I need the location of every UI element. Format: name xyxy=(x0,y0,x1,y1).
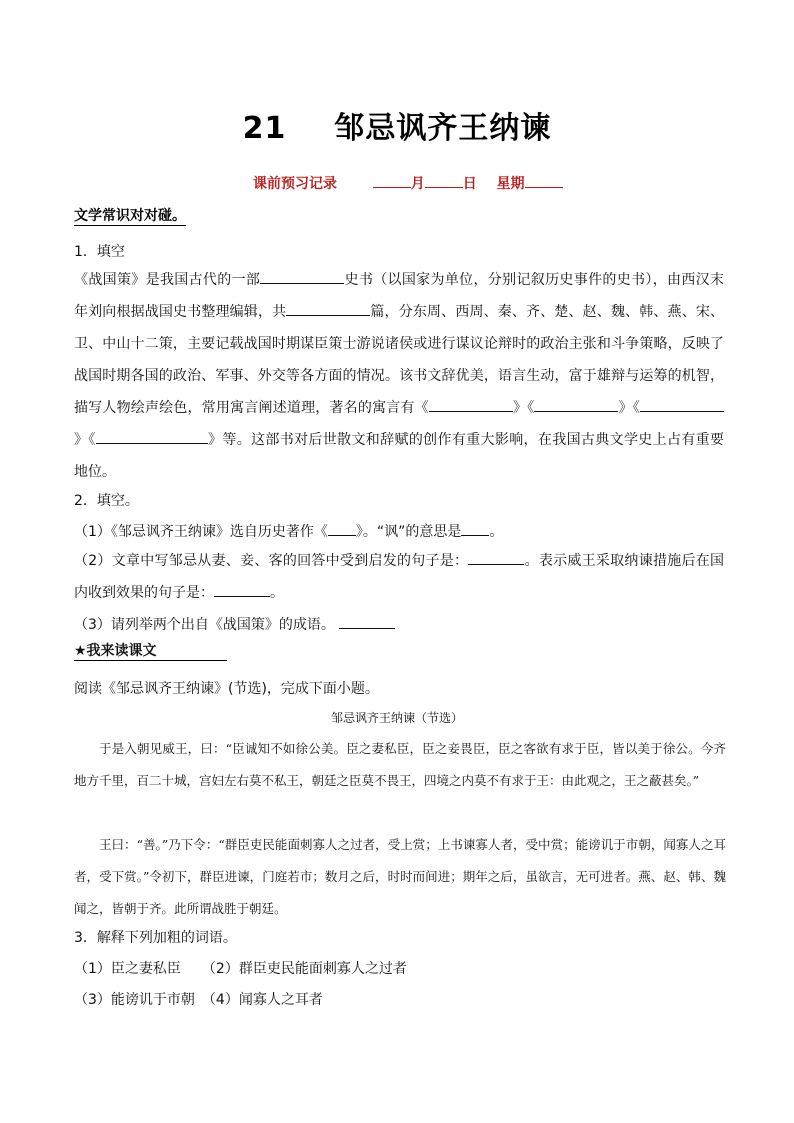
passage-paragraph-2: 王曰：“善。”乃下令：“群臣吏民能面刺寡人之过者，受上赏；上书谏寡人者，受中赏；能谤讥于市朝，闻寡人之耳者，受下赏。”令初下，群臣进谏，门庭若市；数月之后，时时而间进；期年之后，虽欲言，无可进者。燕、赵、韩、魏闻之，皆朝于齐。此所谓战胜于朝廷。 xyxy=(74,837,726,916)
q2-2-blank-1[interactable] xyxy=(468,550,524,565)
month-label: 月 xyxy=(410,176,425,192)
q3-label: 3．解释下列加粗的词语。 xyxy=(74,930,237,946)
q2-label: 2．填空。 xyxy=(74,493,139,509)
q2-item-1: （1）《邹忌讽齐王纳谏》选自历史著作《 》。“讽”的意思是 。 xyxy=(74,521,503,541)
q2-item-3: （3）请列举两个出自《战国策》的成语。 xyxy=(74,614,395,634)
q1-fable-blank-2[interactable] xyxy=(534,397,618,412)
passage-title: 邹忌讽齐王纳谏（节选） xyxy=(330,711,463,725)
page-title xyxy=(0,103,794,147)
month-blank[interactable] xyxy=(373,174,411,188)
q1-blank-1[interactable] xyxy=(260,269,344,284)
reading-instruction: 阅读《邹忌讽齐王纳谏》(节选)，完成下面小题。 xyxy=(74,681,379,697)
weekday-label: 星期 xyxy=(496,176,525,192)
q2-1-blank-1[interactable] xyxy=(328,521,356,536)
day-blank[interactable] xyxy=(425,174,463,188)
q3-line-2: （3）能谤讥于市朝 （4）闻寡人之耳者 xyxy=(74,992,323,1008)
q2-1-blank-2[interactable] xyxy=(461,521,489,536)
day-label: 日 xyxy=(462,176,477,192)
q1-paragraph: 《战国策》是我国古代的一部 史书（以国家为单位，分别记叙历史事件的史书），由西汉末年刘向根据战国史书整理编辑，共 篇，分东周、西周、秦、齐、楚、赵、魏、韩、燕、宋、卫、中山十二策，主要记载战国时期谋臣策士游说诸侯或进行谋议论辩时的政治主张和斗争策略，反映了战国时期各国的政治、军事、外交等各方面的情况。该书文辞优美，语言生动，富于雄辩与运筹的机智，描写人物绘声绘色，常用寓言阐述道理，著名的寓言有《 》《 》《》《 》等。这部书对后世散文和辞赋的创作有重大影响，在我国古典文学史上占有重要地位。 xyxy=(74,264,724,488)
q2-2-blank-2[interactable] xyxy=(214,582,270,597)
q1-fable-blank-4[interactable] xyxy=(96,429,208,444)
q2-item-2: （2）文章中写邹忌从妻、妾、客的回答中受到启发的句子是： 。表示威王采取纳谏措施后在国内收到效果的句子是： 。 xyxy=(74,545,724,609)
q1-fable-blank-1[interactable] xyxy=(429,397,513,412)
section2-heading: ★我来读课文 xyxy=(74,640,227,660)
q2-3-blank[interactable] xyxy=(339,614,395,629)
passage-paragraph-1: 于是入朝见威王，曰：“臣诚知不如徐公美。臣之妻私臣，臣之妾畏臣，臣之客欲有求于臣，皆以美于徐公。今齐地方千里，百二十城，宫妇左右莫不私王，朝廷之臣莫不畏王，四境之内莫不有求于王：由此观之，王之蔽甚矣。” xyxy=(74,741,726,788)
q1-label: 1．填空 xyxy=(74,244,125,260)
q3-line-1: （1）臣之妻私臣 （2）群臣吏民能面刺寡人之过者 xyxy=(74,961,407,977)
q1-blank-2[interactable] xyxy=(286,301,370,316)
lesson-title: 邹忌讽齐王纳谏 xyxy=(334,111,552,146)
lesson-number: 21 xyxy=(242,111,287,146)
weekday-blank[interactable] xyxy=(525,174,563,188)
q1-fable-blank-3[interactable] xyxy=(640,397,724,412)
section1-heading: 文学常识对对碰。 xyxy=(74,208,186,224)
preview-record-line xyxy=(253,173,563,193)
record-label: 课前预习记录 xyxy=(253,176,337,192)
